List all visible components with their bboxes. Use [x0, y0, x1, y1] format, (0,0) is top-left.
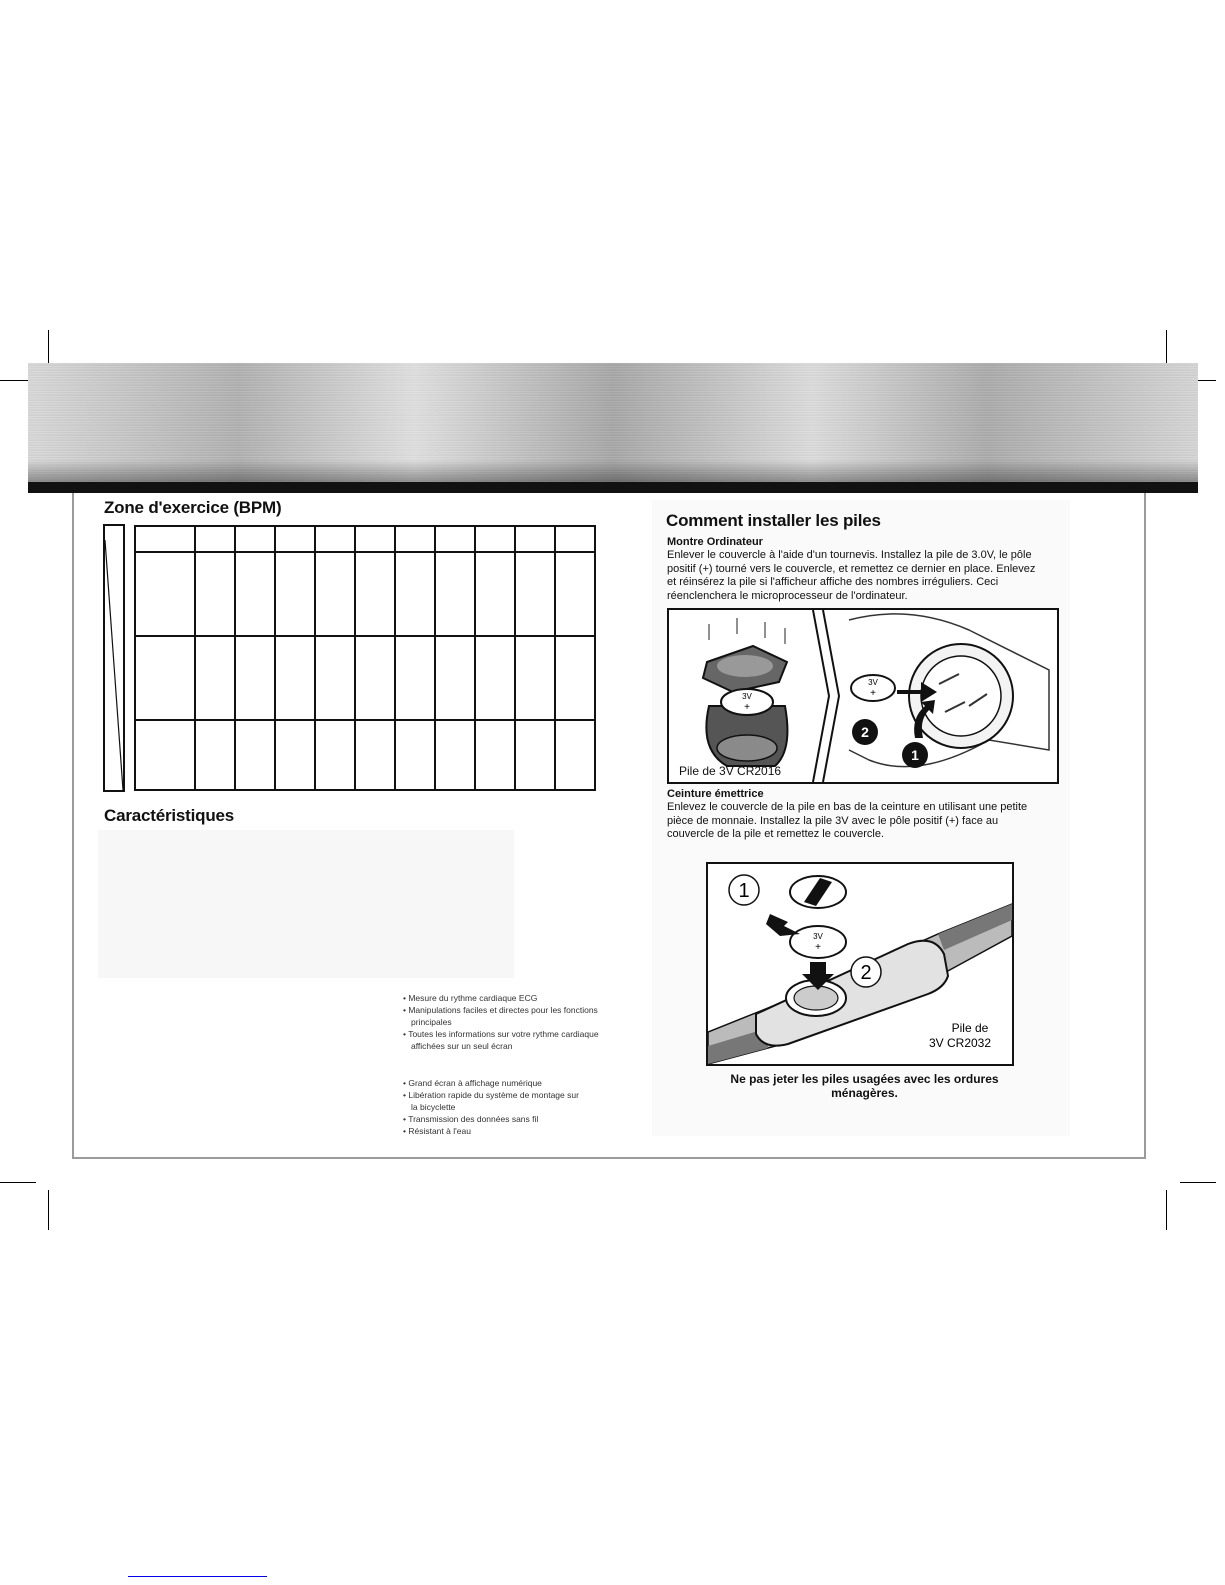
list-item: • Transmission des données sans fil	[403, 1113, 583, 1125]
battery-label-v: 3V	[868, 678, 878, 687]
belt-caption-line1: Pile de	[951, 1021, 989, 1035]
watch-battery-figure	[667, 608, 1059, 784]
intensity-wedge	[103, 524, 125, 792]
step-2-circle: 2	[860, 962, 872, 984]
bpm-zone-table	[134, 525, 596, 791]
features-list-1	[403, 992, 608, 1052]
battery-title: Comment installer les piles	[666, 511, 881, 530]
disposal-note: Ne pas jeter les piles usagées avec les ordures ménagères.	[730, 1072, 999, 1100]
crop-mark	[1180, 1182, 1216, 1183]
watch-instructions: Enlever le couvercle à l'aide d'un tournevis. Installez la pile de 3.0V, le pôle positif (+) tourné vers le couvercle, et remettez ce dernier en place. Enlevez et réinsérez la pile si l'afficheur affiche des nombres irréguliers. Ceci réenclenchera le microprocesseur de l'ordinateur.	[667, 549, 1036, 602]
crop-mark	[48, 1190, 49, 1230]
crop-mark	[0, 1182, 36, 1183]
banner-bottom-bar	[28, 482, 1198, 493]
features-title: Caractéristiques	[104, 806, 235, 825]
battery-label-plus: +	[815, 942, 821, 953]
step-2-badge: 2	[861, 724, 869, 740]
step-1-badge: 1	[911, 747, 919, 763]
belt-battery-illustration	[708, 864, 1012, 1064]
watch-battery-caption: Pile de 3V CR2016	[679, 764, 782, 778]
list-item: • Toutes les informations sur votre rythme cardiaque affichées sur un seul écran	[403, 1028, 608, 1052]
battery-label-plus: +	[744, 702, 750, 713]
list-item: • Manipulations faciles et directes pour les fonctions principales	[403, 1004, 608, 1028]
belt-caption-line2: 3V CR2032	[928, 1036, 992, 1050]
features-background	[98, 830, 514, 978]
list-item: • Résistant à l'eau	[403, 1125, 583, 1137]
zone-title: Zone d'exercice (BPM)	[104, 498, 282, 517]
belt-heading: Ceinture émettrice	[667, 788, 764, 800]
crop-mark	[1166, 1190, 1167, 1230]
step-1-circle: 1	[738, 880, 750, 902]
page-link-underline	[128, 1576, 267, 1577]
features-list-2	[403, 1077, 583, 1137]
belt-battery-figure	[706, 862, 1014, 1066]
belt-instructions: Enlevez le couvercle de la pile en bas de la ceinture en utilisant une petite pièce de monnaie. Installez la pile 3V avec le pôle positif (+) face au couvercle de la pile et remettez le couvercle.	[667, 801, 1028, 840]
list-item: • Libération rapide du système de montage sur la bicyclette	[403, 1089, 583, 1113]
watch-heading: Montre Ordinateur	[667, 536, 763, 548]
battery-label-plus: +	[870, 688, 876, 699]
list-item: • Mesure du rythme cardiaque ECG	[403, 992, 608, 1004]
battery-label-v: 3V	[742, 692, 752, 701]
watch-battery-illustration	[669, 610, 1057, 782]
list-item: • Grand écran à affichage numérique	[403, 1077, 583, 1089]
brushed-metal-banner	[28, 363, 1198, 482]
battery-label-v: 3V	[813, 932, 823, 941]
